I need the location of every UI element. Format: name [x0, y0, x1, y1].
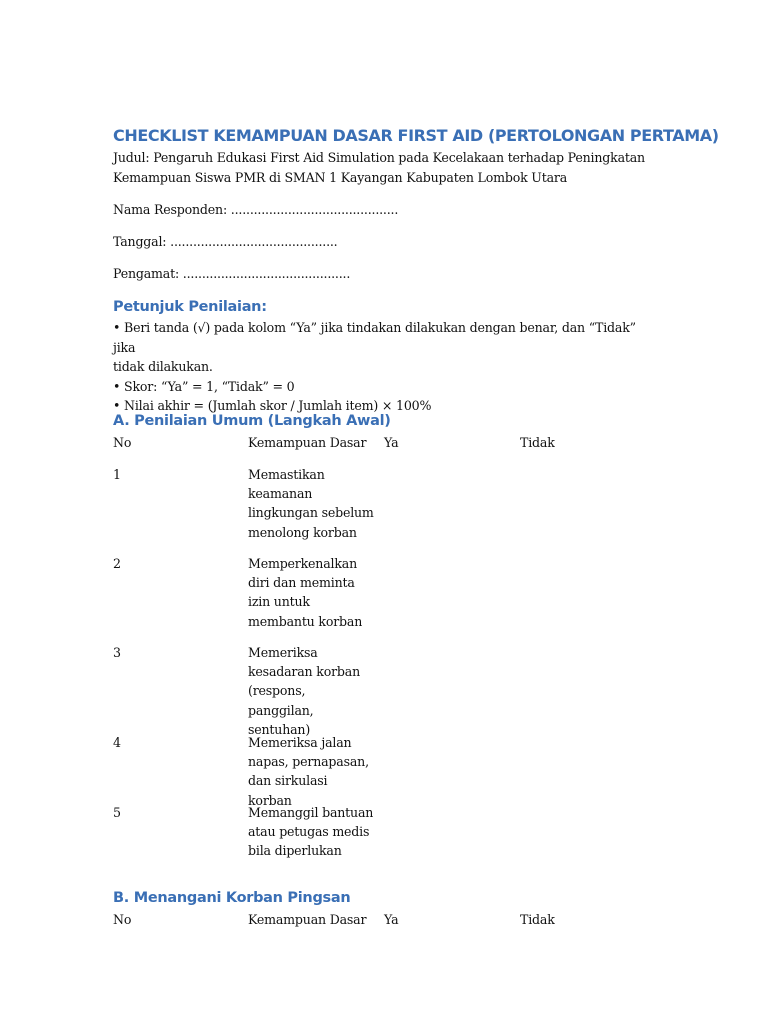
instructions-line-4: • Nilai akhir = (Jumlah skor / Jumlah item) × 100%: [113, 398, 432, 413]
row-skill-line: bila diperlukan: [248, 843, 342, 859]
header-tidak: Tidak: [520, 435, 555, 450]
row-skill-line: dan sirkulasi korban: [248, 773, 328, 808]
row-skill-line: kesadaran korban: [248, 664, 360, 680]
instructions-heading: Petunjuk Penilaian:: [113, 299, 267, 315]
row-number: 3: [113, 645, 121, 660]
row-number: 5: [113, 805, 121, 820]
row-skill-line: membantu korban: [248, 613, 363, 629]
row-skill-line: (respons, panggilan,: [248, 683, 314, 718]
document-title: CHECKLIST KEMAMPUAN DASAR FIRST AID (PERTOLONGAN PERTAMA): [113, 126, 719, 145]
field-nama-responden: Nama Responden: ............................................: [113, 202, 399, 217]
row-skill-line: lingkungan sebelum: [248, 505, 374, 521]
instructions-block: [113, 296, 653, 416]
document-subtitle-line-1: Judul: Pengaruh Edukasi First Aid Simulation pada Kecelakaan terhadap Peningkatan: [113, 150, 645, 165]
row-skill: [248, 554, 374, 631]
header-kemampuan-dasar: Kemampuan Dasar: [248, 912, 367, 927]
field-tanggal: Tanggal: ............................................: [113, 234, 338, 249]
section-a-heading: A. Penilaian Umum (Langkah Awal): [113, 413, 391, 429]
header-ya: Ya: [384, 435, 399, 450]
row-skill-line: sentuhan): [248, 721, 311, 737]
row-skill-line: Memastikan: [248, 467, 325, 482]
field-pengamat: Pengamat: ............................................: [113, 266, 351, 281]
row-skill-line: keamanan: [248, 486, 313, 502]
row-skill-line: izin untuk: [248, 594, 310, 610]
header-kemampuan-dasar: Kemampuan Dasar: [248, 435, 367, 450]
instructions-line-2: tidak dilakukan.: [113, 359, 213, 374]
row-skill-line: napas, pernapasan,: [248, 754, 369, 770]
row-skill-line: menolong korban: [248, 524, 357, 540]
row-skill-line: diri dan meminta: [248, 575, 355, 591]
document-page: [113, 124, 719, 188]
row-skill-line: Memeriksa jalan: [248, 735, 352, 750]
row-number: 1: [113, 467, 121, 482]
row-skill-line: Memanggil bantuan: [248, 805, 374, 820]
row-number: 4: [113, 735, 121, 750]
header-ya: Ya: [384, 912, 399, 927]
header-no: No: [113, 435, 132, 450]
row-skill-line: Memperkenalkan: [248, 556, 358, 571]
instructions-line-3: • Skor: “Ya” = 1, “Tidak” = 0: [113, 378, 295, 394]
row-skill: [248, 733, 374, 810]
section-b-heading: B. Menangani Korban Pingsan: [113, 890, 351, 906]
instructions-line-1: • Beri tanda (√) pada kolom “Ya” jika tindakan dilakukan dengan benar, dan “Tidak” jika: [113, 320, 636, 355]
document-subtitle-line-2: Kemampuan Siswa PMR di SMAN 1 Kayangan Kabupaten Lombok Utara: [113, 170, 568, 185]
row-skill: [248, 465, 374, 542]
header-no: No: [113, 912, 132, 927]
row-number: 2: [113, 556, 121, 571]
row-skill-line: Memeriksa: [248, 645, 318, 660]
row-skill: [248, 643, 374, 739]
header-tidak: Tidak: [520, 912, 555, 927]
row-skill-line: atau petugas medis: [248, 824, 370, 840]
row-skill: [248, 803, 374, 861]
